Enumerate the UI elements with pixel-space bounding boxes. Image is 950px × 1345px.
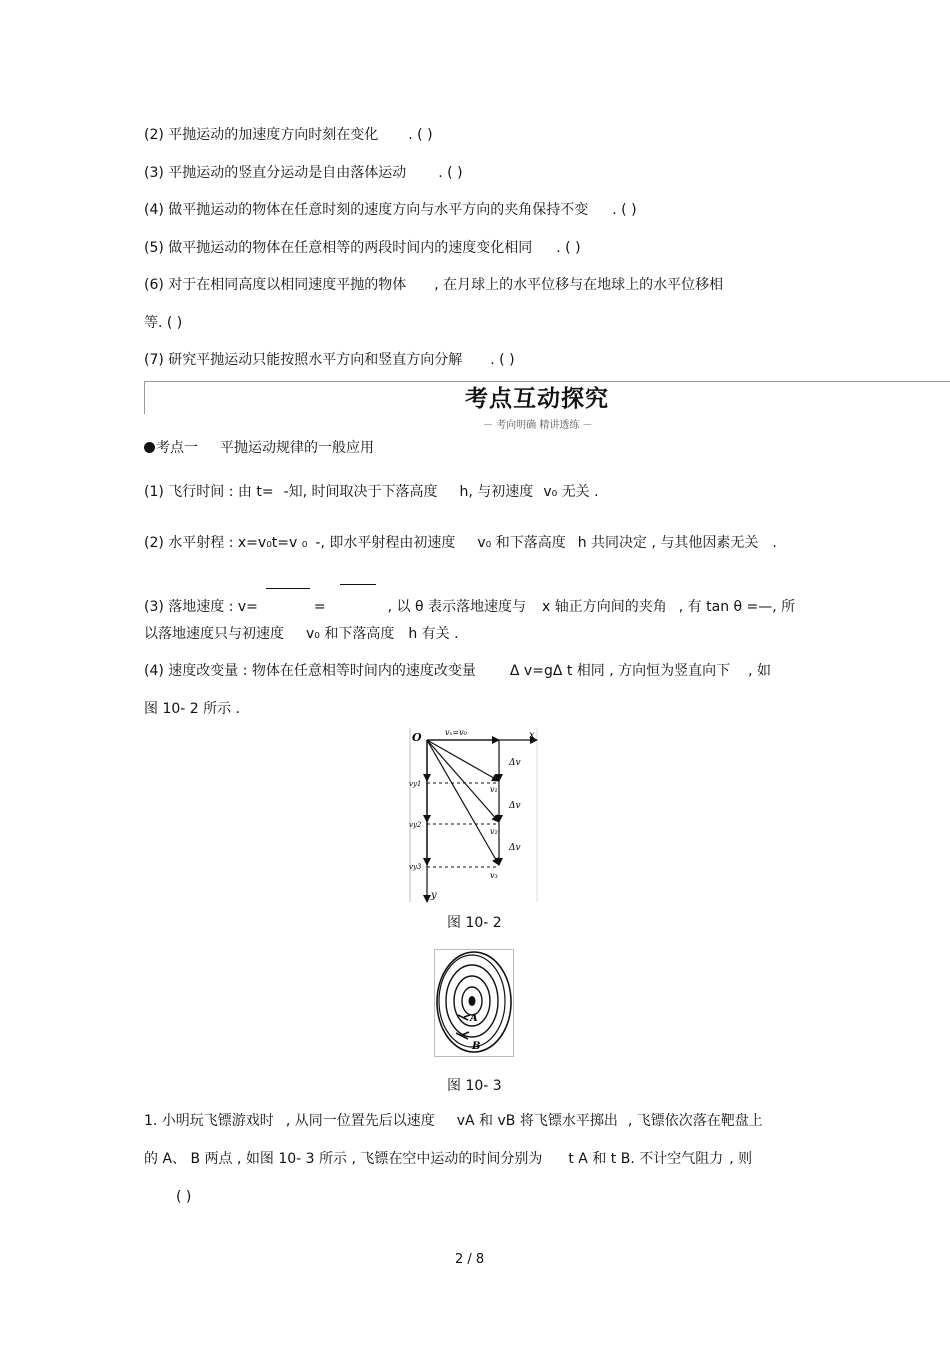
- question-5: (5) 做平抛运动的物体在任意相等的两段时间内的速度变化相同 . ( ): [144, 240, 581, 256]
- vy1-label: vy1: [409, 780, 422, 788]
- point-b-label: B: [472, 1041, 481, 1052]
- rule-1: (1) 飞行时间 : 由 t= -知, 时间取决于下落高度 h, 与初速度 v₀ 无关 .: [144, 484, 599, 500]
- rule-2: (2) 水平射程 : x=v₀t=v ₀ -, 即水平射程由初速度 v₀ 和下落高度 h 共同决定 , 与其他因素无关 .: [144, 535, 777, 551]
- question-4: (4) 做平抛运动的物体在任意时刻的速度方向与水平方向的夹角保持不变 . ( ): [144, 202, 637, 218]
- dv-label-3: Δv: [509, 843, 521, 853]
- bullet-icon: [144, 442, 155, 453]
- y-label: y: [431, 890, 437, 901]
- answer-blank[interactable]: ( ): [176, 1189, 192, 1205]
- section-banner-subtitle: － 考向明确 精讲透练 －: [483, 420, 593, 431]
- question-6-cont: 等. ( ): [144, 315, 183, 331]
- problem-1-line-2: 的 A、 B 两点 , 如图 10- 3 所示 , 飞镖在空中运动的时间分别为 t A 和 t B. 不计空气阻力 , 则: [144, 1151, 753, 1167]
- dv-label-1: Δv: [509, 758, 521, 768]
- point-a-label: A: [470, 1013, 478, 1024]
- v1-vector: [427, 740, 499, 781]
- page-number: 2 / 8: [455, 1252, 485, 1267]
- bullseye: [469, 996, 476, 1006]
- rule-4-cont: 图 10- 2 所示 .: [144, 701, 241, 717]
- problem-1-line-1: 1. 小明玩飞镖游戏时 , 从同一位置先后以速度 vA 和 vB 将飞镖水平掷出 , 飞镖依次落在靶盘上: [144, 1113, 763, 1129]
- rule-3: (3) 落地速度 : v= = , 以 θ 表示落地速度与 x 轴正方向间的夹角 , 有 tan θ =—, 所: [144, 584, 795, 616]
- vy3-label: vy3: [409, 863, 422, 871]
- section-banner-title: 考点互动探究: [465, 386, 609, 412]
- v2-label: v₂: [490, 827, 498, 836]
- vx-label: vₓ=v₀: [445, 728, 467, 737]
- question-7: (7) 研究平抛运动只能按照水平方向和竖直方向分解 . ( ): [144, 352, 515, 368]
- v1-label: v₁: [490, 785, 498, 794]
- v2-vector: [427, 740, 499, 822]
- figure-caption-10-3: 图 10- 3: [447, 1078, 502, 1094]
- question-6: (6) 对于在相同高度以相同速度平抛的物体 , 在月球上的水平位移与在地球上的水平位移相: [144, 277, 724, 293]
- rule-4: (4) 速度改变量 : 物体在任意相等时间内的速度改变量 Δ v=gΔ t 相同 , 方向恒为竖直向下 , 如: [144, 663, 772, 679]
- figure-caption-10-2: 图 10- 2: [447, 915, 502, 931]
- x-label: x: [529, 730, 535, 741]
- v3-vector: [427, 740, 499, 865]
- question-2: (2) 平抛运动的加速度方向时刻在变化 . ( ): [144, 127, 433, 143]
- origin-label: O: [412, 731, 422, 744]
- topic-heading: 考点一 平抛运动规律的一般应用: [144, 439, 374, 457]
- vy2-label: vy2: [409, 821, 422, 829]
- dartboard-figure: [434, 949, 514, 1057]
- v3-label: v₃: [490, 871, 498, 880]
- velocity-diagram: [405, 726, 545, 906]
- rule-3-cont: 以落地速度只与初速度 v₀ 和下落高度 h 有关 .: [144, 626, 459, 642]
- question-3: (3) 平抛运动的竖直分运动是自由落体运动 . ( ): [144, 165, 463, 181]
- dv-label-2: Δv: [509, 801, 521, 811]
